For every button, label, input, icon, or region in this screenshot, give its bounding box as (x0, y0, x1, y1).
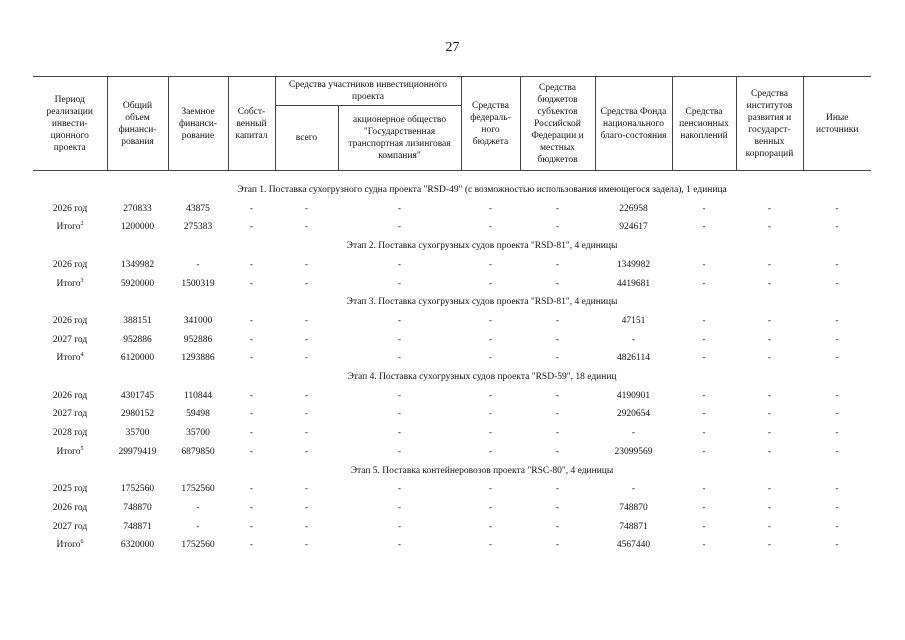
value-cell: - (488, 428, 493, 439)
stage-title-row (33, 293, 871, 312)
value-cell: - (555, 540, 560, 551)
value-cell: - (249, 259, 254, 270)
period-label: Итого (56, 353, 81, 364)
value-cell: - (835, 409, 839, 420)
period-label: 2025 год (52, 484, 88, 495)
value-cell: - (835, 540, 839, 551)
period-label: Итого (56, 222, 81, 233)
value-cell: - (767, 540, 772, 551)
period-label: 2026 год (52, 203, 88, 214)
period-cell (33, 331, 107, 350)
value-cell: - (702, 315, 706, 326)
value-cell: - (555, 446, 560, 457)
value-cell: - (631, 334, 636, 345)
page-number: 27 (445, 40, 460, 55)
period-cell (33, 275, 107, 294)
value-cell: - (304, 540, 309, 551)
value-cell: - (555, 203, 560, 214)
value-cell: - (249, 428, 254, 439)
value-cell: 270833 (123, 203, 152, 214)
header-pension: Средства пенсионных накоплений (672, 77, 736, 171)
value-cell: - (397, 222, 402, 233)
value-cell: - (488, 315, 493, 326)
value-cell: - (835, 278, 839, 289)
value-cell: - (249, 502, 254, 513)
value-cell: - (304, 203, 309, 214)
value-cell: - (835, 315, 839, 326)
value-cell: - (397, 484, 402, 495)
value-cell: - (835, 446, 839, 457)
value-cell: - (304, 428, 309, 439)
header-participants-gtlk: акционерное общество "Государственная транспортная лизинговая компания" (338, 106, 461, 171)
table-row (33, 518, 871, 537)
table-row (33, 312, 871, 331)
value-cell: - (249, 409, 254, 420)
value-cell: - (555, 334, 560, 345)
value-cell: - (397, 502, 402, 513)
value-cell: - (835, 334, 839, 345)
value-cell: 23099569 (614, 446, 653, 457)
value-cell: 1500319 (181, 278, 215, 289)
period-cell (33, 387, 107, 406)
stage-title-row (33, 368, 871, 387)
value-cell: 1752560 (181, 484, 215, 495)
header-participants: Средства участников инвестиционного проекта (275, 77, 461, 106)
period-label: 2026 год (52, 315, 88, 326)
value-cell: - (249, 540, 254, 551)
value-cell: - (835, 484, 839, 495)
value-cell: - (702, 390, 706, 401)
value-cell: - (767, 446, 772, 457)
value-cell: - (249, 484, 254, 495)
value-cell: - (249, 278, 254, 289)
table-row (33, 387, 871, 406)
value-cell: - (767, 409, 772, 420)
value-cell: - (304, 259, 309, 270)
value-cell: - (397, 203, 402, 214)
period-label: 2027 год (52, 521, 88, 532)
value-cell: 35700 (186, 428, 210, 439)
stage-title: Этап 4. Поставка сухогрузных судов проекта "RSD-59", 18 единиц (347, 372, 617, 383)
table-body (33, 171, 871, 556)
value-cell: - (397, 353, 402, 364)
value-cell: - (835, 259, 839, 270)
stage-title: Этап 5. Поставка контейнеровозов проекта "RSC-80", 4 единицы (350, 465, 614, 476)
value-cell: - (488, 484, 493, 495)
value-cell: - (555, 353, 560, 364)
table-header (33, 77, 871, 171)
value-cell: 4567440 (616, 540, 651, 551)
value-cell: 29979419 (118, 446, 157, 457)
table-row (33, 443, 871, 462)
table-row (33, 256, 871, 275)
value-cell: - (835, 222, 839, 233)
value-cell: - (304, 278, 309, 289)
value-cell: - (196, 502, 200, 513)
value-cell: 47151 (621, 315, 646, 326)
value-cell: 1200000 (120, 222, 155, 233)
period-cell (33, 405, 107, 424)
period-label: Итого (56, 540, 81, 551)
period-cell (33, 518, 107, 537)
table-row (33, 200, 871, 219)
stage-title: Этап 3. Поставка сухогрузных судов проекта "RSD-81", 4 единицы (346, 297, 618, 308)
value-cell: - (249, 446, 254, 457)
value-cell: - (702, 259, 706, 270)
header-nwf: Средства Фонда национального благо-состояния (595, 77, 672, 171)
header-loan: Заемное финанси-рование (168, 77, 228, 171)
value-cell: - (397, 521, 402, 532)
value-cell: - (702, 353, 706, 364)
value-cell: 952886 (123, 334, 152, 345)
value-cell: - (488, 334, 493, 345)
value-cell: - (767, 521, 772, 532)
value-cell: - (702, 540, 706, 551)
period-cell (33, 480, 107, 499)
value-cell: - (631, 428, 636, 439)
value-cell: - (397, 409, 402, 420)
stage-title-row (33, 181, 871, 200)
value-cell: - (835, 521, 839, 532)
value-cell: 5920000 (120, 278, 155, 289)
period-cell (33, 218, 107, 237)
value-cell: 6320000 (120, 540, 155, 551)
value-cell: 341000 (183, 315, 213, 326)
financing-table (33, 76, 871, 555)
value-cell: - (249, 203, 254, 214)
value-cell: 924617 (619, 222, 648, 233)
value-cell: - (488, 390, 493, 401)
value-cell: - (488, 409, 493, 420)
value-cell: - (835, 502, 839, 513)
value-cell: - (555, 278, 560, 289)
value-cell: - (555, 390, 560, 401)
stage-title: Этап 2. Поставка сухогрузных судов проекта "RSD-81", 4 единицы (346, 241, 618, 252)
period-label: 2027 год (52, 334, 88, 345)
value-cell: - (397, 390, 402, 401)
value-cell: 4826114 (617, 353, 650, 364)
value-cell: - (304, 353, 309, 364)
period-cell (33, 200, 107, 219)
value-cell: - (196, 259, 200, 270)
header-own-capital: Собст-венный капитал (228, 77, 275, 171)
value-cell: 35700 (125, 428, 150, 439)
value-cell: - (304, 484, 309, 495)
value-cell: - (702, 222, 706, 233)
header-participants-all: всего (275, 106, 338, 171)
value-cell: - (397, 428, 402, 439)
value-cell: 1349982 (120, 259, 155, 270)
value-cell: - (488, 521, 493, 532)
value-cell: - (488, 540, 493, 551)
value-cell: - (304, 446, 309, 457)
value-cell: - (397, 334, 402, 345)
period-label: 2026 год (52, 390, 88, 401)
table-row (33, 536, 871, 555)
value-cell: 1752560 (120, 484, 155, 495)
value-cell: - (702, 446, 706, 457)
header-other: Иные источники (803, 77, 871, 171)
value-cell: - (767, 502, 772, 513)
value-cell: - (767, 484, 772, 495)
value-cell: 748871 (619, 521, 648, 532)
value-cell: 748871 (123, 521, 152, 532)
value-cell: - (767, 428, 772, 439)
value-cell: 4190901 (616, 390, 651, 401)
header-regional: Средства бюджетов субъектов Российской Федерации и местных бюджетов (520, 77, 595, 171)
period-label: 2026 год (52, 502, 88, 513)
value-cell: - (304, 521, 309, 532)
value-cell: - (488, 278, 493, 289)
stage-title: Этап 1. Поставка сухогрузного судна проекта "RSD-49" (с возможностью использования имеющегося задела), 1 единица (237, 185, 727, 195)
value-cell: - (631, 484, 636, 495)
table-row (33, 405, 871, 424)
value-cell: - (767, 278, 772, 289)
value-cell: - (767, 390, 772, 401)
value-cell: - (488, 259, 493, 270)
value-cell: - (249, 315, 254, 326)
value-cell: 6120000 (120, 353, 155, 364)
value-cell: 6879850 (181, 446, 215, 457)
value-cell: 748870 (619, 502, 648, 513)
value-cell: - (304, 222, 309, 233)
period-cell (33, 349, 107, 368)
footnote-ref: 5 (80, 445, 84, 452)
table-row (33, 349, 871, 368)
value-cell: 388151 (123, 315, 152, 326)
footnote-ref: 2 (80, 221, 84, 228)
value-cell: - (249, 390, 254, 401)
value-cell: 748870 (123, 502, 152, 513)
value-cell: - (767, 315, 772, 326)
value-cell: - (835, 428, 839, 439)
value-cell: 110844 (183, 390, 213, 401)
value-cell: 1752560 (181, 540, 215, 551)
value-cell: 2980152 (120, 409, 155, 420)
value-cell: 59498 (186, 409, 210, 420)
value-cell: 1349982 (616, 259, 651, 270)
value-cell: 952886 (183, 334, 213, 345)
value-cell: - (555, 502, 560, 513)
footnote-ref: 3 (80, 277, 84, 284)
value-cell: - (397, 315, 402, 326)
table-row (33, 218, 871, 237)
stage-title-row (33, 462, 871, 481)
value-cell: - (249, 334, 254, 345)
value-cell: 4419681 (616, 278, 651, 289)
value-cell: - (555, 259, 560, 270)
value-cell: - (702, 428, 706, 439)
header-federal: Средства федераль-ного бюджета (461, 77, 520, 171)
value-cell: - (555, 428, 560, 439)
value-cell: - (488, 502, 493, 513)
value-cell: - (767, 334, 772, 345)
value-cell: 2920654 (616, 409, 651, 420)
value-cell: - (702, 203, 706, 214)
value-cell: - (488, 222, 493, 233)
table-row (33, 480, 871, 499)
value-cell: - (488, 203, 493, 214)
value-cell: - (702, 484, 706, 495)
value-cell: - (767, 203, 772, 214)
value-cell: - (555, 222, 560, 233)
value-cell: 1293886 (181, 353, 215, 364)
period-cell (33, 424, 107, 443)
footnote-ref: 6 (80, 539, 84, 546)
value-cell: - (835, 390, 839, 401)
value-cell: - (249, 521, 254, 532)
value-cell: - (555, 409, 560, 420)
footnote-ref: 4 (80, 352, 84, 359)
value-cell: - (767, 222, 772, 233)
value-cell: - (249, 353, 254, 364)
value-cell: - (555, 521, 560, 532)
value-cell: - (767, 353, 772, 364)
table-row (33, 331, 871, 350)
period-cell (33, 499, 107, 518)
header-institutions: Средства институтов развития и государст-венных корпораций (736, 77, 803, 171)
value-cell: 226958 (619, 203, 648, 214)
value-cell: - (767, 259, 772, 270)
value-cell: - (488, 446, 493, 457)
value-cell: - (304, 315, 309, 326)
value-cell: - (702, 409, 706, 420)
table-row (33, 499, 871, 518)
value-cell: - (196, 521, 200, 532)
period-label: 2028 год (52, 428, 88, 439)
value-cell: - (397, 278, 402, 289)
value-cell: - (488, 353, 493, 364)
value-cell: - (702, 521, 706, 532)
value-cell: - (835, 353, 839, 364)
table-row (33, 275, 871, 294)
value-cell: - (304, 390, 309, 401)
value-cell: - (304, 502, 309, 513)
period-label: Итого (56, 446, 81, 457)
stage-title-row (33, 237, 871, 256)
header-total: Общий объем финанси-рования (107, 77, 168, 171)
value-cell: 275383 (183, 222, 213, 233)
value-cell: - (555, 484, 560, 495)
header-period: Период реализации инвести-ционного проекта (33, 77, 107, 171)
value-cell: - (555, 315, 560, 326)
value-cell: - (397, 446, 402, 457)
period-label: 2026 год (52, 259, 88, 270)
value-cell: - (304, 409, 309, 420)
period-label: Итого (56, 278, 81, 289)
table-row (33, 424, 871, 443)
value-cell: - (702, 502, 706, 513)
value-cell: - (702, 334, 706, 345)
value-cell: - (304, 334, 309, 345)
value-cell: - (702, 278, 706, 289)
period-cell (33, 536, 107, 555)
value-cell: 43875 (186, 203, 210, 214)
value-cell: - (249, 222, 254, 233)
period-cell (33, 443, 107, 462)
period-label: 2027 год (52, 409, 88, 420)
value-cell: - (835, 203, 839, 214)
value-cell: - (397, 259, 402, 270)
period-cell (33, 256, 107, 275)
value-cell: 4301745 (120, 390, 155, 401)
value-cell: - (397, 540, 402, 551)
period-cell (33, 312, 107, 331)
